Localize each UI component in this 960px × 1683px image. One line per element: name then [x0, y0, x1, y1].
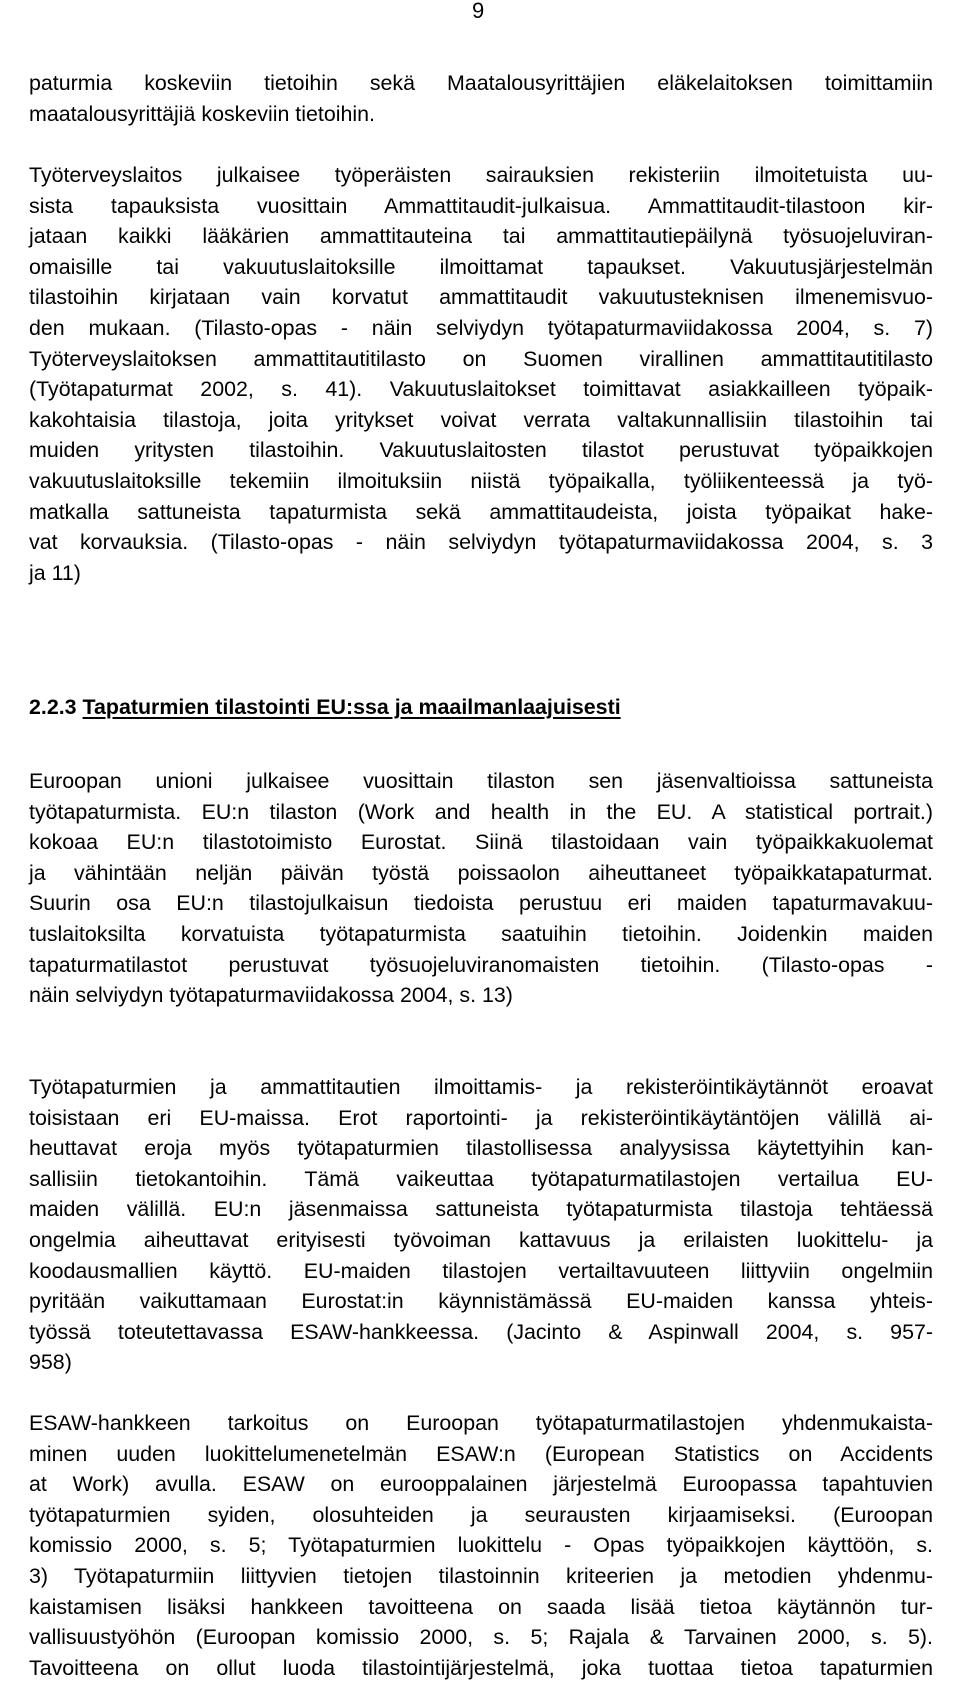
text-line: Tavoitteena on ollut luoda tilastointijärjestelmä, joka tuottaa tietoa tapaturmien — [29, 1655, 933, 1680]
paragraph-4 — [29, 1072, 933, 1378]
text-line: vallisuustyöhön (Euroopan komissio 2000, s. 5; Rajala & Tarvainen 2000, s. 5). — [29, 1625, 933, 1650]
text-line: toisistaan eri EU-maissa. Erot raportointi- ja rekisteröintikäytäntöjen välillä ai- — [29, 1105, 933, 1130]
text-line: työtapaturmien syiden, olosuhteiden ja seurausten kirjaamiseksi. (Euroopan — [29, 1502, 933, 1527]
text-line: omaisille tai vakuutuslaitoksille ilmoittamat tapaukset. Vakuutusjärjestelmän — [29, 254, 933, 279]
text-line: työssä toteutettavassa ESAW-hankkeessa. (Jacinto & Aspinwall 2004, s. 957- — [29, 1319, 933, 1344]
text-line: 958) — [29, 1350, 72, 1375]
text-line: Euroopan unioni julkaisee vuosittain tilaston sen jäsenvaltioissa sattuneista — [29, 769, 933, 793]
text-line: Työtapaturmien ja ammattitautien ilmoittamis- ja rekisteröintikäytännöt eroavat — [29, 1075, 933, 1099]
paragraph-3 — [29, 766, 933, 1011]
text-line: vat korvauksia. (Tilasto-opas - näin selviydyn työtapaturmaviidakossa 2004, s. 3 — [29, 530, 933, 555]
text-line: (Työtapaturmat 2002, s. 41). Vakuutuslaitokset toimittavat asiakkailleen työpaik- — [29, 377, 933, 402]
paragraph-5 — [29, 1408, 933, 1683]
text-line: kokoaa EU:n tilastotoimisto Eurostat. Siinä tilastoidaan vain työpaikkakuolemat — [29, 830, 933, 855]
text-line: ongelmia aiheuttavat erityisesti työvoiman kattavuus ja erilaisten luokittelu- ja — [29, 1227, 933, 1252]
text-line: pyritään vaikuttamaan Eurostat:in käynnistämässä EU-maiden kanssa yhteis- — [29, 1289, 933, 1314]
text-line: sallisiin tietokantoihin. Tämä vaikeuttaa työtapaturmatilastojen vertailua EU- — [29, 1166, 933, 1191]
text-line: minen uuden luokittelumenetelmän ESAW:n (European Statistics on Accidents — [29, 1441, 933, 1466]
text-line: paturmia koskeviin tietoihin sekä Maatalousyrittäjien eläkelaitoksen toimittamiin — [29, 71, 933, 95]
text-line: den mukaan. (Tilasto-opas - näin selviydyn työtapaturmaviidakossa 2004, s. 7) — [29, 315, 933, 340]
text-line: vakuutuslaitoksille tekemiin ilmoituksiin niistä työpaikalla, työliikenteessä ja työ- — [29, 468, 933, 493]
section-heading — [29, 692, 621, 722]
paragraph-2 — [29, 160, 933, 588]
text-line: heuttavat eroja myös työtapaturmien tilastollisessa analyysissa käytettyihin kan- — [29, 1136, 933, 1161]
text-line: ja 11) — [29, 560, 81, 585]
text-line: ESAW-hankkeen tarkoitus on Euroopan työtapaturmatilastojen yhdenmukaista- — [29, 1411, 933, 1435]
text-line: tapaturmatilastot perustuvat työsuojeluviranomaisten tietoihin. (Tilasto-opas - — [29, 952, 933, 977]
section-title: Tapaturmien tilastointi EU:ssa ja maailmanlaajuisesti — [82, 695, 621, 719]
text-line: maiden välillä. EU:n jäsenmaissa sattuneista työtapaturmista tilastoja tehtäessä — [29, 1197, 933, 1222]
text-line: ja vähintään neljän päivän työstä poissaolon aiheuttaneet työpaikkatapaturmat. — [29, 860, 933, 885]
text-line: matkalla sattuneista tapaturmista sekä ammattitaudeista, joista työpaikat hake- — [29, 499, 933, 524]
text-line: tilastoihin kirjataan vain korvatut ammattitaudit vakuutusteknisen ilmenemisvuo- — [29, 285, 933, 310]
text-line: at Work) avulla. ESAW on eurooppalainen järjestelmä Euroopassa tapahtuvien — [29, 1472, 933, 1497]
paragraph-1 — [29, 68, 933, 129]
text-line: 3) Työtapaturmiin liittyvien tietojen tilastoinnin kriteerien ja metodien yhdenmu- — [29, 1563, 933, 1588]
text-line: jataan kaikki lääkärien ammattitauteina tai ammattitautiepäilynä työsuojeluviran- — [29, 224, 933, 249]
text-line: koodausmallien käyttö. EU-maiden tilastojen vertailtavuuteen liittyviin ongelmiin — [29, 1258, 933, 1283]
text-line: sista tapauksista vuosittain Ammattitaudit-julkaisua. Ammattitaudit-tilastoon kir- — [29, 193, 933, 218]
text-line: muiden yritysten tilastoihin. Vakuutuslaitosten tilastot perustuvat työpaikkojen — [29, 438, 933, 463]
text-line: komissio 2000, s. 5; Työtapaturmien luokittelu - Opas työpaikkojen käyttöön, s. — [29, 1533, 933, 1558]
text-line: maatalousyrittäjiä koskeviin tietoihin. — [29, 101, 375, 126]
text-line: Suurin osa EU:n tilastojulkaisun tiedoista perustuu eri maiden tapaturmavakuu- — [29, 891, 933, 916]
text-line: Työterveyslaitoksen ammattitautitilasto on Suomen virallinen ammattitautitilasto — [29, 346, 933, 371]
text-line: tuslaitoksilta korvatuista työtapaturmista saatuihin tietoihin. Joidenkin maiden — [29, 921, 933, 946]
text-line: näin selviydyn työtapaturmaviidakossa 2004, s. 13) — [29, 983, 513, 1008]
text-line: kaistamisen lisäksi hankkeen tavoitteena on saada lisää tietoa käytännön tur- — [29, 1594, 933, 1619]
text-line: Työterveyslaitos julkaisee työperäisten sairauksien rekisteriin ilmoitetuista uu- — [29, 163, 933, 187]
page-number: 9 — [472, 0, 485, 23]
text-line: kakohtaisia tilastoja, joita yritykset voivat verrata valtakunnallisiin tilastoihin tai — [29, 407, 933, 432]
section-number: 2.2.3 — [29, 695, 77, 719]
text-line: työtapaturmista. EU:n tilaston (Work and health in the EU. A statistical portrait.) — [29, 799, 933, 824]
